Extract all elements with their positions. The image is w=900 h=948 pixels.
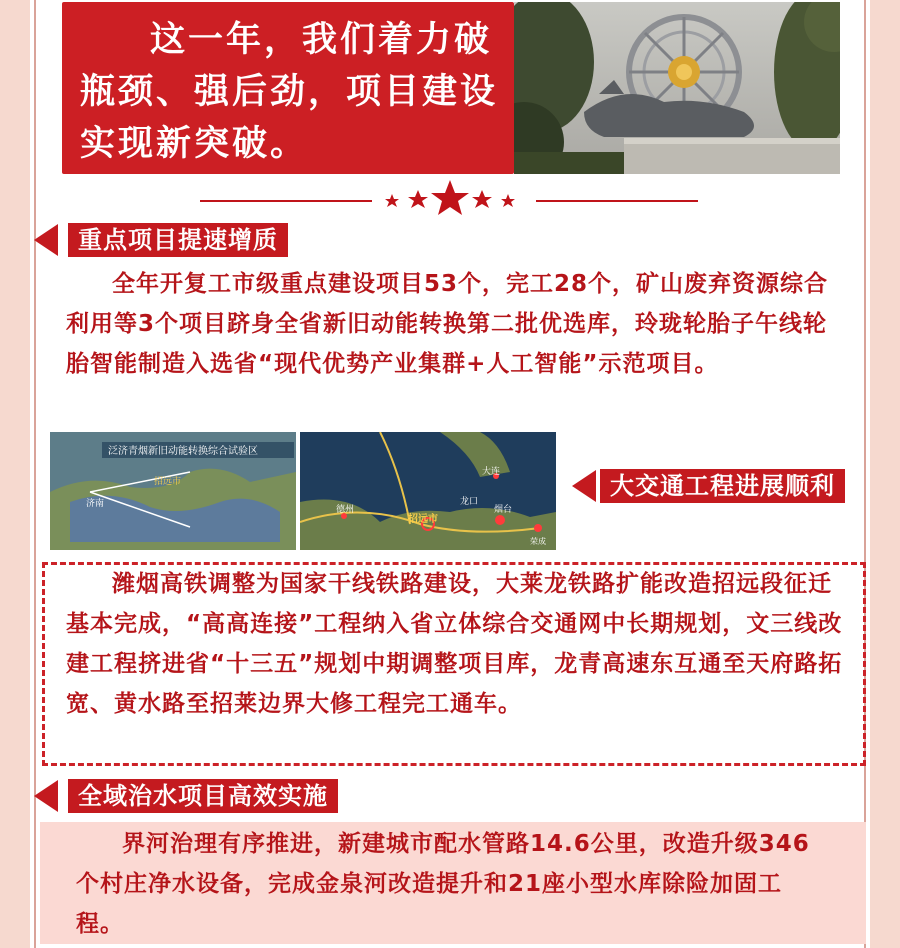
headline-text: 这一年，我们着力破瓶颈、强后劲，项目建设实现新突破。	[80, 20, 499, 164]
sculpture-photo	[514, 2, 840, 174]
section2-body: 潍烟高铁调整为国家干线铁路建设，大莱龙铁路扩能改造招远段征迁基本完成，“高高连接”工程纳入省立体综合交通网中长期规划，文三线改建工程挤进省“十三五”规划中期调整项目库，龙青高速东互通至天府路拓宽、黄水路至招莱边界大修工程完工通车。	[66, 571, 843, 717]
map-right-label-longkou: 龙口	[460, 497, 479, 507]
section2-title: 大交通工程进展顺利	[600, 469, 845, 503]
map-right	[300, 432, 556, 550]
map-left-label-zhaoyuan: 招远市	[154, 477, 182, 487]
stars-ornament	[380, 178, 530, 222]
map-right-label-zhaoyuan: 招远市	[408, 514, 438, 525]
section1-body: 全年开复工市级重点建设项目53个，完工28个，矿山废弃资源综合利用等3个项目跻身全省新旧动能转换第二批优选库，玲珑轮胎子午线轮胎智能制造入选省“现代优势产业集群+人工智能”示范项目。	[66, 271, 829, 377]
map-left	[50, 432, 296, 550]
right-frame	[870, 0, 900, 948]
section3-body: 界河治理有序推进，新建城市配水管路14.6公里，改造升级346个村庄净水设备，完成金泉河改造提升和21座小型水库除险加固工程。	[76, 831, 810, 937]
section3-title: 全域治水项目高效实施	[68, 779, 338, 813]
right-border-line	[864, 0, 866, 948]
section1-arrow-icon	[34, 224, 58, 256]
divider-right	[536, 200, 698, 202]
map-left-title: 泛济青烟新旧动能转换综合试验区	[108, 446, 258, 457]
section2-arrow-icon	[572, 470, 596, 502]
map-right-label-dezhou: 德州	[336, 505, 355, 515]
left-frame	[0, 0, 30, 948]
map-left-label-jinan: 济南	[86, 499, 105, 509]
section1-title: 重点项目提速增质	[68, 223, 288, 257]
section3-arrow-icon	[34, 780, 58, 812]
map-right-label-yantai: 烟台	[494, 505, 513, 515]
map-right-label-rongcheng: 荣成	[530, 537, 546, 546]
map-right-label-dalian: 大连	[482, 467, 501, 477]
divider-left	[200, 200, 372, 202]
